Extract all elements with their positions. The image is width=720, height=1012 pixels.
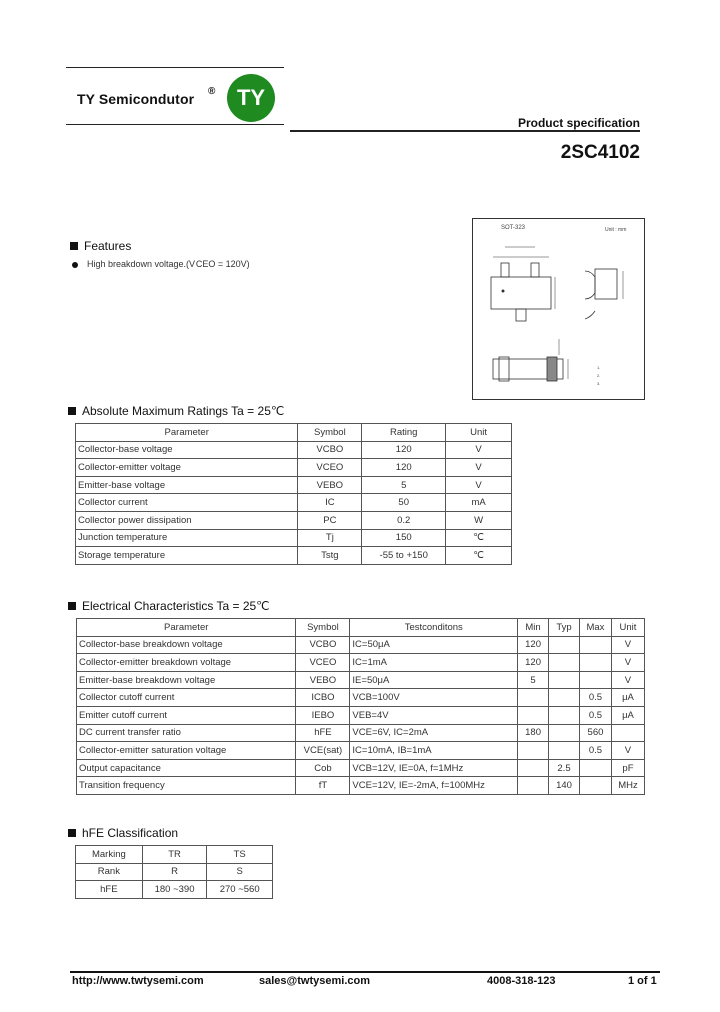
unit-cell: ℃ (446, 547, 512, 565)
header-cell: Rating (362, 424, 446, 442)
param-cell: Emitter cutoff current (77, 706, 296, 724)
max-cell (579, 654, 611, 672)
rating-cell: 50 (362, 494, 446, 512)
condition-cell: IC=1mA (350, 654, 518, 672)
package-drawing (473, 219, 644, 399)
typ-cell (549, 671, 580, 689)
param-cell: Emitter-base breakdown voltage (77, 671, 296, 689)
param-cell: Emitter-base voltage (76, 476, 298, 494)
hfe-classification-table (75, 845, 273, 899)
param-cell: Collector-base voltage (76, 441, 298, 459)
absolute-max-ratings-table (75, 423, 512, 565)
param-cell: Output capacitance (77, 759, 296, 777)
param-cell: Storage temperature (76, 547, 298, 565)
min-cell (518, 689, 549, 707)
condition-cell: VCE=12V, IE=-2mA, f=100MHz (350, 777, 518, 795)
symbol-cell: IEBO (296, 706, 350, 724)
header-cell: Min (518, 619, 549, 637)
table-row (77, 689, 645, 707)
symbol-cell: VCBO (298, 441, 362, 459)
value-cell: S (207, 863, 273, 881)
param-cell: Transition frequency (77, 777, 296, 795)
unit-cell: V (446, 459, 512, 477)
header-cell: Unit (611, 619, 644, 637)
symbol-cell: ICBO (296, 689, 350, 707)
product-specification-label: Product specification (517, 116, 640, 130)
condition-cell: IE=50μA (350, 671, 518, 689)
table-row (77, 706, 645, 724)
table-row (77, 636, 645, 654)
min-cell (518, 706, 549, 724)
min-cell (518, 777, 549, 795)
footer-page-number: 1 of 1 (628, 975, 657, 987)
table-header-row (77, 619, 645, 637)
param-cell: Collector-emitter saturation voltage (77, 742, 296, 760)
condition-cell: IC=50μA (350, 636, 518, 654)
rating-cell: 150 (362, 529, 446, 547)
table-row (76, 441, 512, 459)
header-cell: Unit (446, 424, 512, 442)
part-number: 2SC4102 (560, 142, 640, 163)
unit-cell: MHz (611, 777, 644, 795)
symbol-cell: fT (296, 777, 350, 795)
registered-mark: ® (208, 86, 216, 97)
param-cell: Junction temperature (76, 529, 298, 547)
rating-cell: 120 (362, 441, 446, 459)
label-cell: Marking (76, 846, 143, 864)
max-cell (579, 636, 611, 654)
param-cell: DC current transfer ratio (77, 724, 296, 742)
table-row (76, 511, 512, 529)
rating-cell: 0.2 (362, 511, 446, 529)
min-cell (518, 742, 549, 760)
table-row (76, 547, 512, 565)
max-cell: 0.5 (579, 742, 611, 760)
table-row (77, 777, 645, 795)
max-cell: 0.5 (579, 689, 611, 707)
typ-cell (549, 654, 580, 672)
bullet-icon (72, 262, 78, 268)
typ-cell (549, 742, 580, 760)
value-cell: TS (207, 846, 273, 864)
feature-item: High breakdown voltage.(V CEO = 120V) (87, 259, 250, 269)
unit-cell: μA (611, 706, 644, 724)
table-row (76, 476, 512, 494)
param-cell: Collector-emitter breakdown voltage (77, 654, 296, 672)
value-cell: TR (142, 846, 207, 864)
table-row (77, 742, 645, 760)
footer-website-link[interactable]: http://www.twtysemi.com (72, 975, 204, 987)
header-cell: Typ (549, 619, 580, 637)
package-outline-diagram (472, 218, 645, 400)
min-cell (518, 759, 549, 777)
table-row (77, 759, 645, 777)
header-cell: Symbol (296, 619, 350, 637)
symbol-cell: VCEO (298, 459, 362, 477)
symbol-cell: VCBO (296, 636, 350, 654)
value-cell: 180 ~390 (142, 881, 207, 899)
unit-cell: V (446, 476, 512, 494)
unit-cell: W (446, 511, 512, 529)
label-cell: Rank (76, 863, 143, 881)
ty-logo: TY (227, 74, 275, 122)
unit-cell: V (611, 742, 644, 760)
electrical-characteristics-table (76, 618, 645, 795)
typ-cell (549, 636, 580, 654)
condition-cell: VCB=12V, IE=0A, f=1MHz (350, 759, 518, 777)
table-row (77, 724, 645, 742)
typ-cell: 140 (549, 777, 580, 795)
package-name: SOT-323 (501, 225, 526, 231)
table-header-row (76, 424, 512, 442)
table-row (77, 654, 645, 672)
symbol-cell: VEBO (296, 671, 350, 689)
typ-cell (549, 724, 580, 742)
min-cell: 120 (518, 654, 549, 672)
hfe-classification-title: hFE Classification (68, 826, 178, 840)
header-cell: Parameter (76, 424, 298, 442)
symbol-cell: IC (298, 494, 362, 512)
param-cell: Collector-base breakdown voltage (77, 636, 296, 654)
max-cell (579, 671, 611, 689)
brand-name: TY Semicondutor (77, 91, 195, 107)
symbol-cell: VCE(sat) (296, 742, 350, 760)
symbol-cell: Tstg (298, 547, 362, 565)
symbol-cell: PC (298, 511, 362, 529)
value-cell: R (142, 863, 207, 881)
table-row (76, 529, 512, 547)
unit-cell: V (611, 671, 644, 689)
symbol-cell: Cob (296, 759, 350, 777)
max-cell (579, 759, 611, 777)
rating-cell: 5 (362, 476, 446, 494)
unit-cell: V (446, 441, 512, 459)
header-cell: Parameter (77, 619, 296, 637)
symbol-cell: VEBO (298, 476, 362, 494)
min-cell: 120 (518, 636, 549, 654)
section-bullet-icon (68, 829, 76, 837)
header-cell: Testconditons (350, 619, 518, 637)
min-cell: 180 (518, 724, 549, 742)
footer-phone: 4008-318-123 (487, 975, 556, 987)
typ-cell (549, 706, 580, 724)
features-title: Features (70, 239, 131, 253)
table-row (76, 459, 512, 477)
table-row (76, 863, 273, 881)
unit-cell: V (611, 654, 644, 672)
svg-text:3.: 3. (597, 381, 601, 386)
param-cell: Collector-emitter voltage (76, 459, 298, 477)
header-rule-bottom (66, 124, 284, 125)
unit-cell: mA (446, 494, 512, 512)
max-cell: 0.5 (579, 706, 611, 724)
label-cell: hFE (76, 881, 143, 899)
condition-cell: VEB=4V (350, 706, 518, 724)
table-row (77, 671, 645, 689)
condition-cell: IC=10mA, IB=1mA (350, 742, 518, 760)
symbol-cell: VCEO (296, 654, 350, 672)
footer-rule (70, 971, 660, 973)
max-cell: 560 (579, 724, 611, 742)
section-bullet-icon (68, 602, 76, 610)
table-row (76, 881, 273, 899)
absolute-max-ratings-title: Absolute Maximum Ratings Ta = 25℃ (68, 404, 284, 418)
section-bullet-icon (68, 407, 76, 415)
min-cell: 5 (518, 671, 549, 689)
value-cell: 270 ~560 (207, 881, 273, 899)
table-row (76, 846, 273, 864)
header-cell: Max (579, 619, 611, 637)
unit-cell: V (611, 636, 644, 654)
svg-text:2.: 2. (597, 373, 601, 378)
condition-cell: VCE=6V, IC=2mA (350, 724, 518, 742)
typ-cell (549, 689, 580, 707)
rating-cell: -55 to +150 (362, 547, 446, 565)
header-cell: Symbol (298, 424, 362, 442)
typ-cell: 2.5 (549, 759, 580, 777)
unit-cell: μA (611, 689, 644, 707)
header-rule-right (290, 130, 640, 132)
max-cell (579, 777, 611, 795)
section-bullet-icon (70, 242, 78, 250)
table-row (76, 494, 512, 512)
symbol-cell: Tj (298, 529, 362, 547)
param-cell: Collector cutoff current (77, 689, 296, 707)
unit-cell: ℃ (446, 529, 512, 547)
unit-cell (611, 724, 644, 742)
rating-cell: 120 (362, 459, 446, 477)
condition-cell: VCB=100V (350, 689, 518, 707)
param-cell: Collector power dissipation (76, 511, 298, 529)
svg-text:1.: 1. (597, 365, 601, 370)
symbol-cell: hFE (296, 724, 350, 742)
header-rule-top (66, 67, 284, 68)
unit-cell: pF (611, 759, 644, 777)
footer-email-link[interactable]: sales@twtysemi.com (259, 975, 370, 987)
electrical-characteristics-title: Electrical Characteristics Ta = 25℃ (68, 599, 270, 613)
param-cell: Collector current (76, 494, 298, 512)
package-unit: Unit : mm (605, 227, 627, 233)
